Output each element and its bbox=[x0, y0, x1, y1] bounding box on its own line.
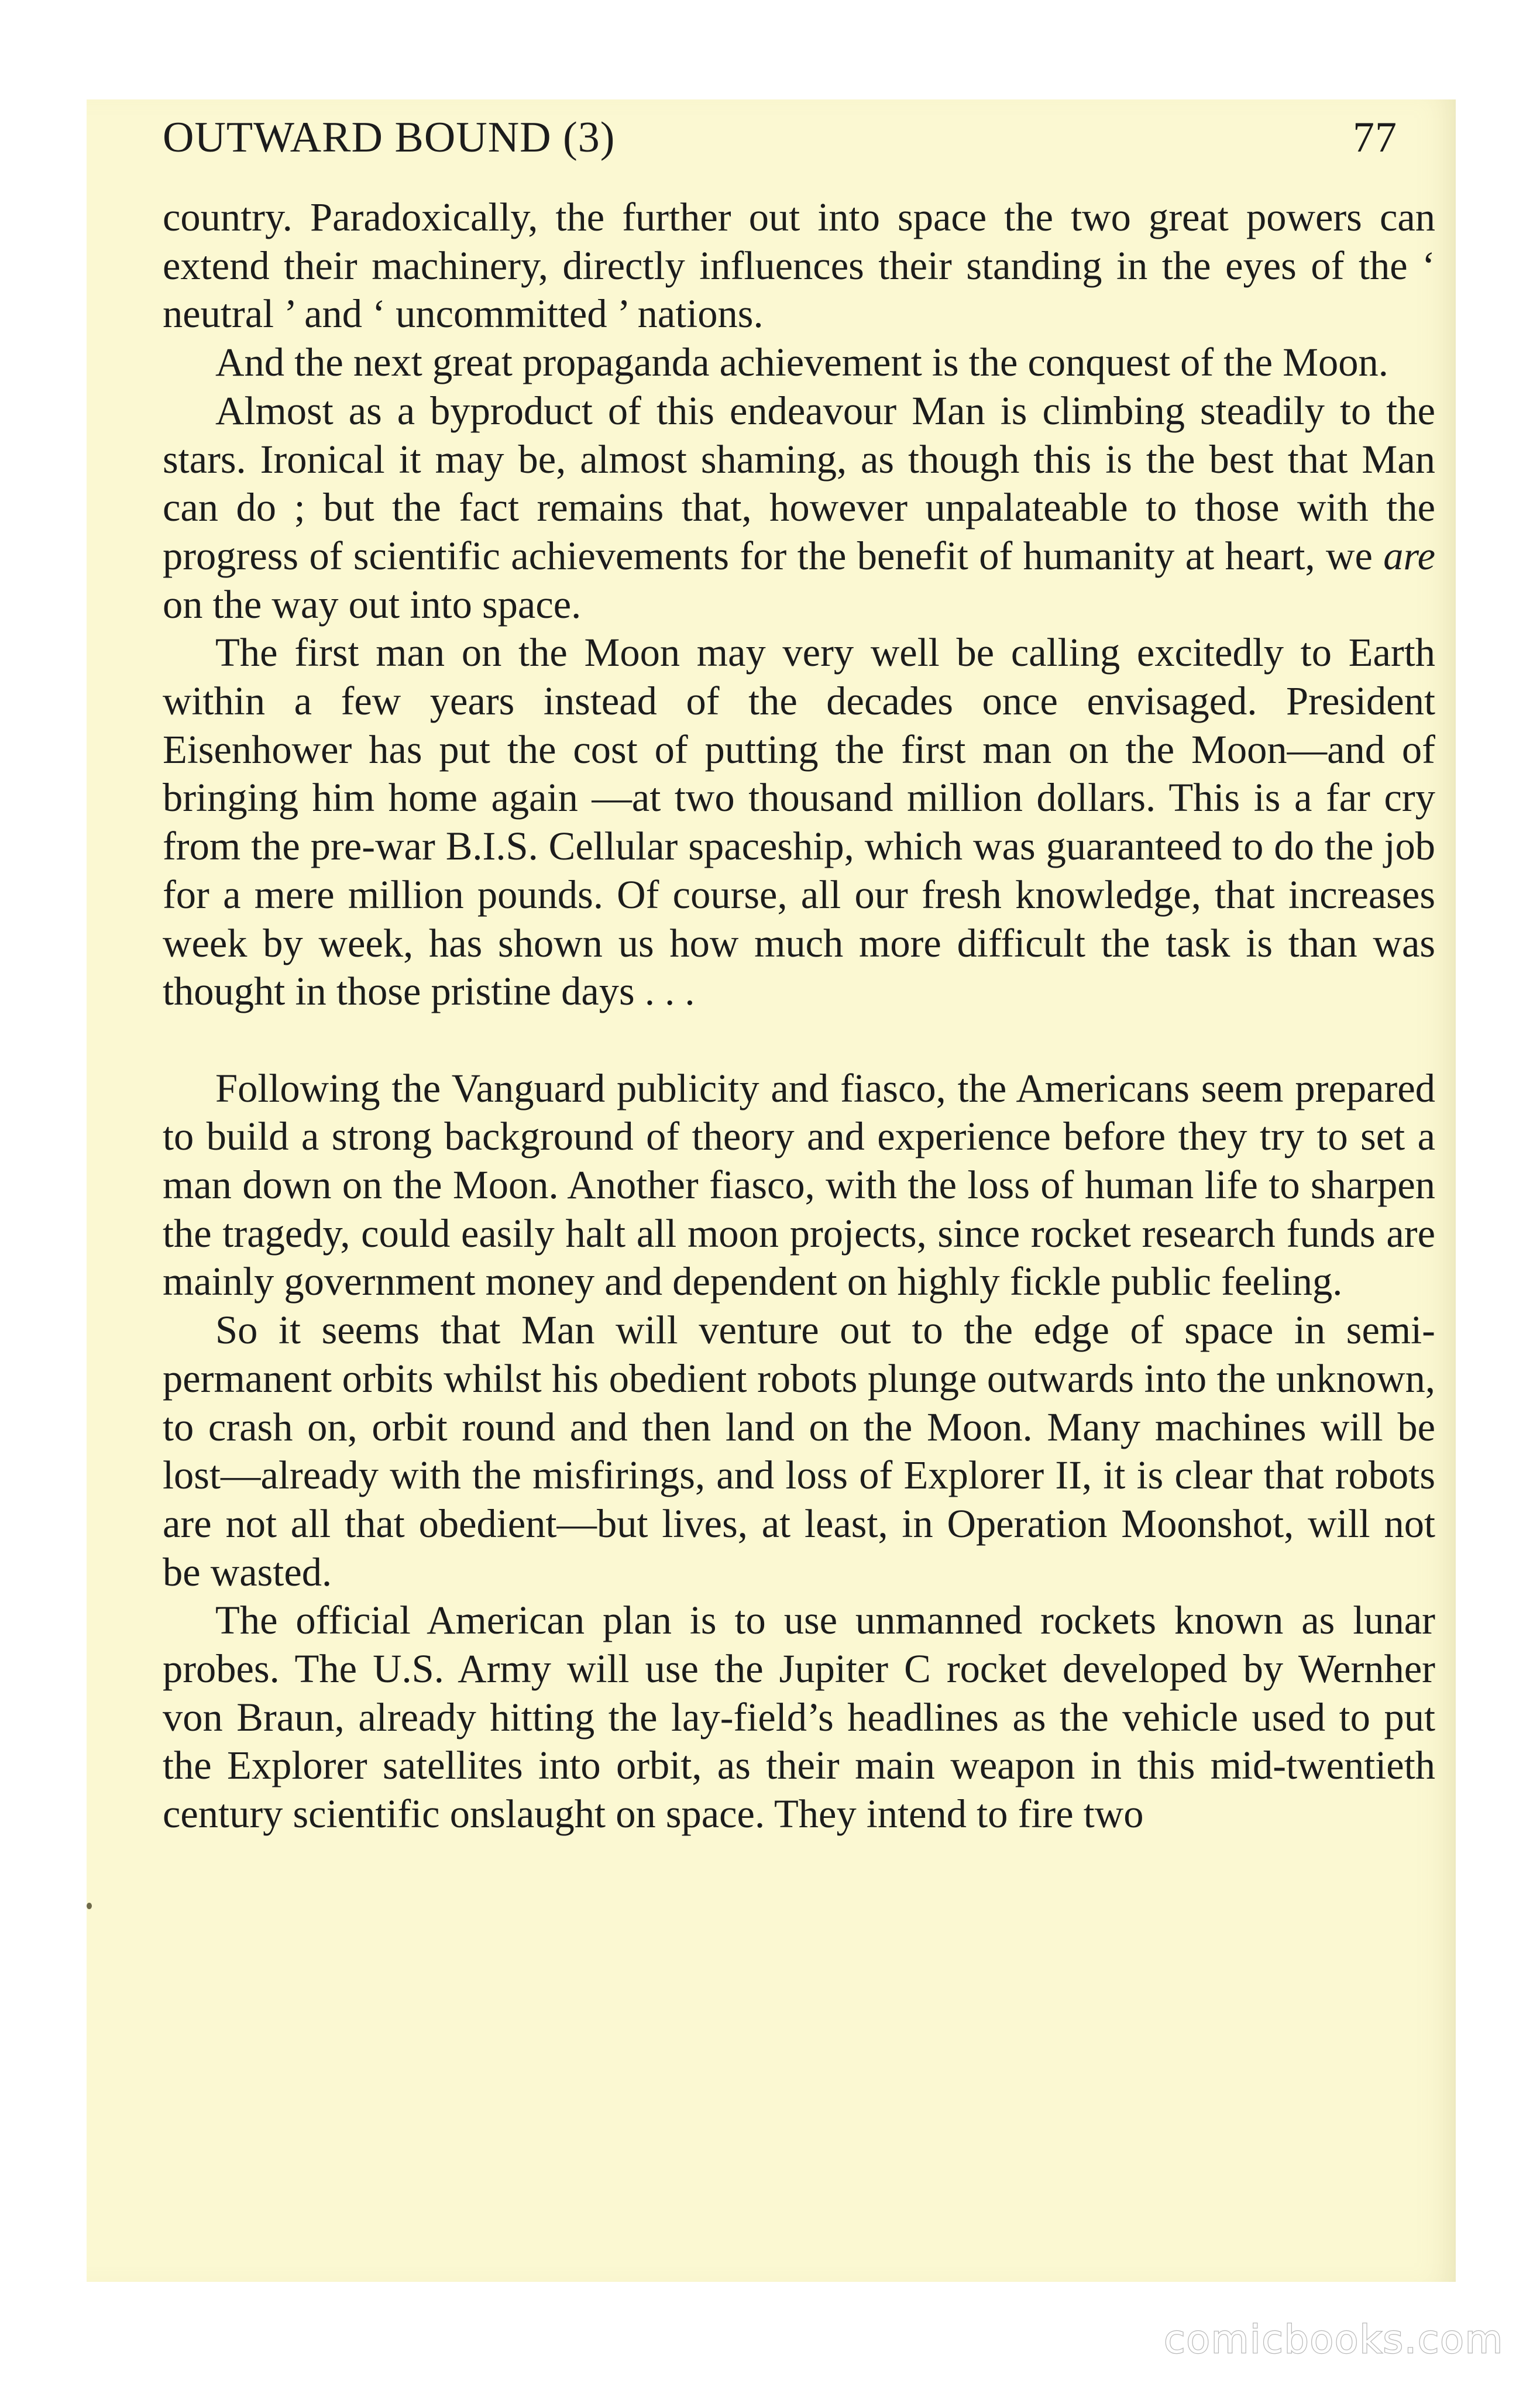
paragraph-p4 bbox=[163, 628, 1435, 1016]
paragraph-text: And the next great propaganda achievement is the conquest of the Moon. bbox=[215, 340, 1388, 385]
paragraph-p6 bbox=[163, 1306, 1435, 1596]
running-head: OUTWARD BOUND (3) bbox=[163, 114, 616, 161]
paragraph-text: So it seems that Man will venture out to the edge of space in semi-permanent orbits whilst his obedient robots plunge outwards into the unknown, to crash on, orbit round and then land on the Moon. Many machines will be lost—already with the misfirings, and loss of Explorer II, it is clear that robots are not all that obedient—but lives, at least, in Operation Moonshot, will not be wasted. bbox=[163, 1308, 1435, 1594]
paragraph-p5 bbox=[163, 1064, 1435, 1307]
paragraph-text: country. Paradoxically, the further out into space the two great powers can extend their machinery, directly influences their standing in the eyes of the ‘ neutral ’ and ‘ uncommitted ’ nations. bbox=[163, 195, 1435, 336]
page-header bbox=[163, 111, 1397, 164]
paragraph-text: The first man on the Moon may very well be calling excitedly to Earth within a few years instead of the decades once envisaged. President Eisenhower has put the cost of putting the first man on the Moon—and of bringing him home again —at two thousand million dollars. This is a far cry from the pre-war B.I.S. Cellular spaceship, which was guaranteed to do the job for a mere million pounds. Of course, all our fresh knowledge, that increases week by week, has shown us how much more difficult the task is than was thought in those pristine days . . . bbox=[163, 630, 1435, 1014]
paragraph-text: Following the Vanguard publicity and fiasco, the Americans seem prepared to build a strong background of theory and experience before they try to set a man down on the Moon. Another fiasco, with the loss of human life to sharpen the tragedy, could easily halt all moon projects, since rocket research funds are mainly government money and dependent on highly fickle public feeling. bbox=[163, 1065, 1435, 1304]
italic-text: are bbox=[1383, 533, 1435, 578]
paragraph-text: on the way out into space. bbox=[163, 582, 582, 627]
book-page bbox=[87, 99, 1456, 2282]
paragraph-p7 bbox=[163, 1596, 1435, 1838]
paragraph-p3 bbox=[163, 387, 1435, 629]
paragraph-text: Almost as a byproduct of this endeavour Man is climbing steadily to the stars. Ironical it may be, almost shaming, as though this is the best that Man can do ; but the fact remains that, however unpalateable to those with the progress of scientific achievements for the benefit of humanity at heart, we bbox=[163, 388, 1435, 578]
ink-speck bbox=[87, 1903, 92, 1909]
page-number: 77 bbox=[1353, 114, 1397, 161]
body-text bbox=[163, 193, 1435, 1838]
paragraph-p1 bbox=[163, 193, 1435, 338]
watermark: comicbooks.com bbox=[1164, 2317, 1504, 2362]
paragraph-p2 bbox=[163, 338, 1435, 387]
paragraph-text: The official American plan is to use unmanned rockets known as lunar probes. The U.S. Army will use the Jupiter C rocket developed by Wernher von Braun, already hitting the lay-field’s headlines as the vehicle used to put the Explorer satellites into orbit, as their main weapon in this mid-twentieth century scientific onslaught on space. They intend to fire two bbox=[163, 1598, 1435, 1837]
